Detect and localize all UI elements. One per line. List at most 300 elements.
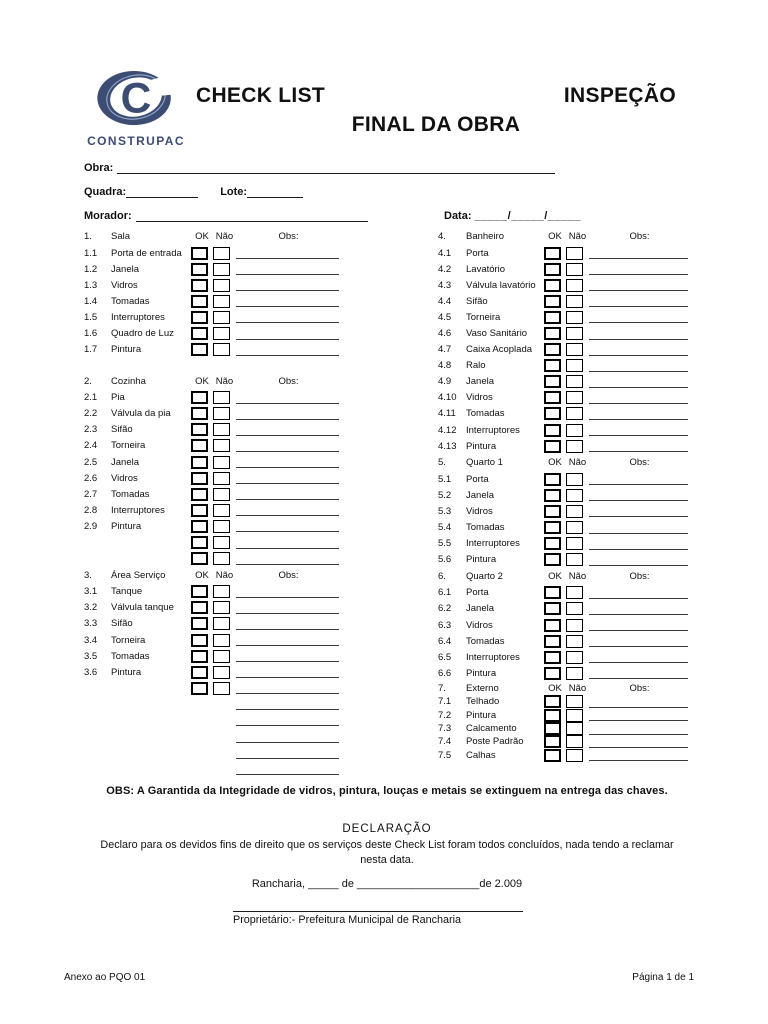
ok-column-header: OK (195, 375, 209, 387)
obs-input-line[interactable] (236, 553, 339, 565)
obs-input-line[interactable] (589, 723, 688, 735)
nao-checkbox[interactable] (213, 423, 230, 436)
checklist-row (84, 325, 341, 341)
item-label: Janela (466, 603, 494, 615)
nao-checkbox[interactable] (566, 505, 583, 518)
obs-input-line[interactable] (236, 618, 339, 630)
obs-input-line[interactable] (589, 440, 688, 452)
nao-checkbox[interactable] (213, 456, 230, 469)
obs-input-line[interactable] (236, 731, 339, 743)
nao-column-header: Não (215, 375, 234, 387)
checklist-row (438, 601, 690, 617)
ok-checkbox[interactable] (544, 391, 561, 404)
obs-input-line[interactable] (236, 279, 339, 291)
obs-input-line[interactable] (589, 376, 688, 388)
ok-checkbox[interactable] (191, 617, 208, 630)
item-number: 1.4 (84, 295, 98, 307)
quadra-input-line[interactable] (126, 186, 198, 198)
title-line-1 (196, 84, 676, 108)
obs-input-line[interactable] (589, 311, 688, 323)
obs-line-row (84, 761, 341, 777)
nao-column-header: Não (568, 682, 587, 694)
checklist-row (438, 617, 690, 633)
section-number: 1. (84, 231, 92, 242)
obs-input-line[interactable] (236, 263, 339, 275)
obs-input-line[interactable] (589, 424, 688, 436)
checklist-row (438, 422, 690, 438)
item-number: 2.5 (84, 456, 98, 468)
section-number: 4. (438, 231, 446, 242)
item-label: Vidros (466, 505, 493, 517)
checklist-row (438, 325, 690, 341)
item-number: 7.4 (438, 736, 452, 748)
obs-input-line[interactable] (236, 634, 339, 646)
obs-input-line[interactable] (236, 328, 339, 340)
nao-checkbox[interactable] (566, 521, 583, 534)
obs-input-line[interactable] (236, 504, 339, 516)
nao-checkbox[interactable] (213, 343, 230, 356)
nao-checkbox[interactable] (566, 279, 583, 292)
ok-checkbox[interactable] (544, 537, 561, 550)
ok-checkbox[interactable] (544, 521, 561, 534)
nao-checkbox[interactable] (213, 585, 230, 598)
ok-checkbox[interactable] (191, 439, 208, 452)
obs-input-line[interactable] (589, 709, 688, 721)
section-title: Banheiro (466, 231, 505, 242)
ok-checkbox[interactable] (544, 489, 561, 502)
ok-checkbox[interactable] (544, 635, 561, 648)
checklist-row (84, 438, 341, 454)
item-number: 6.1 (438, 587, 452, 599)
obs-input-line[interactable] (589, 489, 688, 501)
ok-checkbox[interactable] (191, 682, 208, 695)
lote-input-line[interactable] (247, 186, 303, 198)
nao-checkbox[interactable] (213, 295, 230, 308)
nao-checkbox[interactable] (566, 391, 583, 404)
nao-checkbox[interactable] (566, 359, 583, 372)
obs-column-header: Obs: (278, 375, 299, 387)
item-label: Interruptores (466, 424, 520, 436)
obs-input-line[interactable] (589, 749, 688, 761)
document-footer (64, 972, 694, 983)
obs-input-line[interactable] (236, 440, 339, 452)
nao-checkbox[interactable] (566, 735, 583, 748)
item-label: Lavatório (466, 263, 506, 275)
obs-input-line[interactable] (589, 392, 688, 404)
item-number: 2.9 (84, 520, 98, 532)
nao-checkbox[interactable] (213, 247, 230, 260)
ok-checkbox[interactable] (191, 343, 208, 356)
ok-checkbox[interactable] (191, 552, 208, 565)
item-label: Pia (111, 392, 125, 404)
item-label: Interruptores (111, 311, 165, 323)
signature-label: Proprietário:- Prefeitura Municipal de Rancharia (233, 914, 462, 927)
nao-checkbox[interactable] (566, 343, 583, 356)
item-label: Válvula tanque (111, 602, 174, 614)
nao-checkbox[interactable] (213, 439, 230, 452)
nao-checkbox[interactable] (213, 650, 230, 663)
item-number: 5.2 (438, 489, 452, 501)
checklist (84, 228, 690, 777)
section-quarto-2 (438, 568, 690, 682)
obs-input-line[interactable] (236, 456, 339, 468)
section-header (84, 373, 341, 390)
checklist-row (438, 722, 690, 735)
checklist-row-extra (84, 680, 341, 696)
obs-input-line[interactable] (589, 263, 688, 275)
section-number: 3. (84, 569, 92, 581)
checklist-row (84, 390, 341, 406)
section-number: 6. (438, 570, 446, 582)
obs-input-line[interactable] (589, 635, 688, 647)
checklist-row (438, 552, 690, 568)
nao-checkbox[interactable] (213, 391, 230, 404)
item-number: 6.2 (438, 603, 452, 615)
obs-input-line[interactable] (236, 392, 339, 404)
ok-checkbox[interactable] (544, 735, 561, 748)
checklist-row (84, 664, 341, 680)
ok-checkbox[interactable] (544, 695, 561, 708)
item-number: 4.13 (438, 440, 457, 452)
section-title: Cozinha (111, 375, 146, 387)
checklist-row (438, 277, 690, 293)
obs-input-line[interactable] (589, 279, 688, 291)
checklist-row (84, 245, 341, 261)
obs-input-line[interactable] (236, 408, 339, 420)
ok-checkbox[interactable] (544, 247, 561, 260)
section-externo (438, 681, 690, 761)
ok-checkbox[interactable] (544, 311, 561, 324)
obs-input-line[interactable] (589, 619, 688, 631)
obs-input-line[interactable] (236, 472, 339, 484)
ok-checkbox[interactable] (544, 749, 561, 762)
checklist-row (84, 277, 341, 293)
ok-checkbox[interactable] (544, 279, 561, 292)
nao-checkbox[interactable] (213, 601, 230, 614)
signature-line[interactable] (233, 902, 523, 912)
nao-checkbox[interactable] (566, 440, 583, 453)
checklist-row (438, 695, 690, 708)
ok-checkbox[interactable] (191, 247, 208, 260)
obs-input-line[interactable] (589, 522, 688, 534)
section-number: 7. (438, 682, 446, 694)
ok-checkbox[interactable] (191, 456, 208, 469)
obs-input-line[interactable] (589, 408, 688, 420)
nao-checkbox[interactable] (566, 695, 583, 708)
obs-input-line[interactable] (589, 473, 688, 485)
ok-checkbox[interactable] (191, 601, 208, 614)
ok-checkbox[interactable] (191, 634, 208, 647)
obs-input-line[interactable] (589, 736, 688, 748)
ok-checkbox[interactable] (191, 327, 208, 340)
nao-checkbox[interactable] (213, 552, 230, 565)
item-label: Sifão (111, 424, 133, 436)
nao-checkbox[interactable] (566, 295, 583, 308)
ok-checkbox[interactable] (191, 650, 208, 663)
ok-checkbox[interactable] (544, 709, 561, 722)
section-header (84, 228, 341, 245)
item-number: 4.5 (438, 311, 452, 323)
checklist-row (438, 245, 690, 261)
morador-input-line[interactable] (136, 210, 368, 222)
checklist-row (84, 406, 341, 422)
obs-input-line[interactable] (236, 537, 339, 549)
nao-checkbox[interactable] (566, 424, 583, 437)
checklist-row (84, 261, 341, 277)
nao-checkbox[interactable] (213, 263, 230, 276)
ok-checkbox[interactable] (544, 667, 561, 680)
nao-checkbox[interactable] (566, 247, 583, 260)
obs-input-line[interactable] (236, 682, 339, 694)
obs-input-line[interactable] (236, 247, 339, 259)
checklist-row (84, 632, 341, 648)
nao-column-header: Não (568, 570, 587, 582)
checklist-column-right (438, 228, 690, 777)
ok-checkbox[interactable] (191, 407, 208, 420)
section-header (84, 567, 341, 584)
checklist-row (438, 342, 690, 358)
obs-input-line[interactable] (236, 488, 339, 500)
obs-input-line[interactable] (589, 295, 688, 307)
item-label: Vaso Sanitário (466, 328, 528, 340)
item-label: Porta de entrada (111, 247, 182, 259)
ok-checkbox[interactable] (191, 263, 208, 276)
item-label: Pintura (111, 666, 142, 678)
checklist-row (438, 503, 690, 519)
ok-checkbox[interactable] (544, 473, 561, 486)
ok-checkbox[interactable] (191, 472, 208, 485)
nao-column-header: Não (568, 231, 587, 242)
ok-checkbox[interactable] (191, 504, 208, 517)
obs-column-header: Obs: (278, 569, 299, 581)
nao-checkbox[interactable] (566, 407, 583, 420)
ok-checkbox[interactable] (544, 424, 561, 437)
declaration-section (84, 823, 690, 926)
obs-input-line[interactable] (236, 295, 339, 307)
nao-checkbox[interactable] (213, 682, 230, 695)
ok-checkbox[interactable] (544, 586, 561, 599)
item-label: Janela (466, 376, 494, 388)
obs-input-line[interactable] (589, 696, 688, 708)
nao-checkbox[interactable] (566, 375, 583, 388)
ok-checkbox[interactable] (544, 327, 561, 340)
checklist-row (84, 518, 341, 534)
obs-input-line[interactable] (236, 344, 339, 356)
obs-input-line[interactable] (236, 520, 339, 532)
obs-input-line[interactable] (589, 667, 688, 679)
obs-input-line[interactable] (236, 650, 339, 662)
item-number: 3.5 (84, 650, 98, 662)
obs-input-line[interactable] (236, 586, 339, 598)
nao-checkbox[interactable] (213, 504, 230, 517)
quadra-lote-row (84, 182, 690, 198)
ok-checkbox[interactable] (544, 407, 561, 420)
checklist-row (438, 520, 690, 536)
section-header (438, 454, 690, 471)
nao-checkbox[interactable] (566, 709, 583, 722)
obs-input-line[interactable] (236, 714, 339, 726)
nao-checkbox[interactable] (566, 489, 583, 502)
obs-input-line[interactable] (589, 587, 688, 599)
nao-checkbox[interactable] (566, 553, 583, 566)
checklist-row (84, 486, 341, 502)
checklist-row (84, 600, 341, 616)
nao-checkbox[interactable] (213, 488, 230, 501)
item-label: Tomadas (111, 295, 150, 307)
ok-checkbox[interactable] (191, 423, 208, 436)
obs-input-line[interactable] (589, 651, 688, 663)
place-date-line: Rancharia, _____ de ____________________de 2.009 (251, 878, 523, 891)
nao-checkbox[interactable] (213, 536, 230, 549)
obra-input-line[interactable] (117, 162, 555, 174)
section-header (438, 681, 690, 695)
obs-input-line[interactable] (589, 360, 688, 372)
ok-checkbox[interactable] (544, 505, 561, 518)
item-label: Caixa Acoplada (466, 344, 533, 356)
item-number: 2.4 (84, 440, 98, 452)
obs-line-row (84, 712, 341, 728)
ok-checkbox[interactable] (191, 585, 208, 598)
nao-checkbox[interactable] (566, 651, 583, 664)
ok-checkbox[interactable] (191, 536, 208, 549)
checklist-row (438, 633, 690, 649)
document-header (84, 70, 690, 148)
nao-checkbox[interactable] (566, 667, 583, 680)
ok-checkbox[interactable] (191, 520, 208, 533)
obs-line-row (84, 745, 341, 761)
item-number: 4.6 (438, 328, 452, 340)
nao-checkbox[interactable] (213, 327, 230, 340)
data-input-value[interactable]: _____/_____/_____ (474, 210, 581, 222)
obs-input-line[interactable] (236, 311, 339, 323)
item-label: Tomadas (111, 488, 150, 500)
checklist-row (438, 709, 690, 722)
item-number: 4.8 (438, 360, 452, 372)
checklist-row (438, 649, 690, 665)
nao-checkbox[interactable] (566, 635, 583, 648)
title-block (196, 84, 690, 137)
nao-checkbox[interactable] (213, 666, 230, 679)
obs-input-line[interactable] (236, 602, 339, 614)
construpac-logo (84, 70, 188, 148)
ok-checkbox[interactable] (544, 295, 561, 308)
item-label: Calhas (466, 749, 496, 761)
item-number: 3.3 (84, 618, 98, 630)
nao-checkbox[interactable] (213, 311, 230, 324)
checklist-row (438, 665, 690, 681)
item-number: 4.1 (438, 247, 452, 259)
ok-checkbox[interactable] (544, 553, 561, 566)
item-label: Tomadas (466, 408, 505, 420)
obs-input-line[interactable] (589, 505, 688, 517)
obs-column-header: Obs: (278, 231, 299, 242)
item-label: Pintura (466, 554, 497, 566)
item-number: 7.2 (438, 709, 452, 721)
nao-checkbox[interactable] (566, 722, 583, 735)
item-number: 4.10 (438, 392, 457, 404)
nao-checkbox[interactable] (213, 407, 230, 420)
checklist-row (438, 536, 690, 552)
item-label: Ralo (466, 360, 486, 372)
item-number: 5.4 (438, 522, 452, 534)
nao-checkbox[interactable] (213, 617, 230, 630)
obs-input-line[interactable] (236, 698, 339, 710)
obs-column-header: Obs: (629, 231, 650, 242)
item-number: 4.12 (438, 424, 457, 436)
checklist-row (438, 309, 690, 325)
obs-input-line[interactable] (236, 424, 339, 436)
ok-checkbox[interactable] (544, 359, 561, 372)
checklist-row (438, 406, 690, 422)
obs-input-line[interactable] (589, 247, 688, 259)
item-number: 4.4 (438, 295, 452, 307)
checklist-row (438, 374, 690, 390)
ok-checkbox[interactable] (544, 343, 561, 356)
checklist-row (438, 471, 690, 487)
item-number: 4.2 (438, 263, 452, 275)
ok-checkbox[interactable] (544, 440, 561, 453)
ok-checkbox[interactable] (544, 375, 561, 388)
obra-label: Obra: (84, 162, 114, 174)
nao-checkbox[interactable] (566, 327, 583, 340)
nao-checkbox[interactable] (566, 602, 583, 615)
ok-checkbox[interactable] (191, 311, 208, 324)
obs-input-line[interactable] (589, 344, 688, 356)
nao-checkbox[interactable] (566, 473, 583, 486)
ok-checkbox[interactable] (191, 666, 208, 679)
nao-checkbox[interactable] (566, 537, 583, 550)
obs-input-line[interactable] (589, 328, 688, 340)
nao-checkbox[interactable] (213, 634, 230, 647)
nao-checkbox[interactable] (566, 263, 583, 276)
morador-label: Morador: (84, 210, 132, 222)
ok-checkbox[interactable] (544, 602, 561, 615)
nao-checkbox[interactable] (213, 520, 230, 533)
nao-checkbox[interactable] (566, 586, 583, 599)
ok-checkbox[interactable] (544, 619, 561, 632)
item-label: Quadro de Luz (111, 328, 174, 340)
checklist-row (84, 584, 341, 600)
nao-checkbox[interactable] (213, 279, 230, 292)
item-label: Pintura (111, 520, 142, 532)
obs-input-line[interactable] (589, 538, 688, 550)
ok-checkbox[interactable] (191, 488, 208, 501)
obs-input-line[interactable] (589, 603, 688, 615)
item-number: 4.11 (438, 408, 456, 420)
ok-checkbox[interactable] (191, 391, 208, 404)
ok-checkbox[interactable] (191, 279, 208, 292)
ok-column-header: OK (195, 231, 209, 242)
item-label: Vidros (466, 619, 493, 631)
ok-column-header: OK (548, 570, 562, 582)
ok-checkbox[interactable] (191, 295, 208, 308)
ok-checkbox[interactable] (544, 651, 561, 664)
nao-checkbox[interactable] (566, 311, 583, 324)
warranty-note: OBS: A Garantida da Integridade de vidros, pintura, louças e metais se extinguem na entrega das chaves. (106, 784, 668, 797)
obs-column-header: Obs: (629, 570, 650, 582)
nao-checkbox[interactable] (213, 472, 230, 485)
ok-checkbox[interactable] (544, 722, 561, 735)
nao-checkbox[interactable] (566, 749, 583, 762)
ok-checkbox[interactable] (544, 263, 561, 276)
obs-input-line[interactable] (236, 747, 339, 759)
obs-input-line[interactable] (589, 554, 688, 566)
obs-input-line[interactable] (236, 666, 339, 678)
obs-input-line[interactable] (236, 763, 339, 775)
item-label: Sifão (466, 295, 488, 307)
checklist-row (84, 502, 341, 518)
nao-checkbox[interactable] (566, 619, 583, 632)
